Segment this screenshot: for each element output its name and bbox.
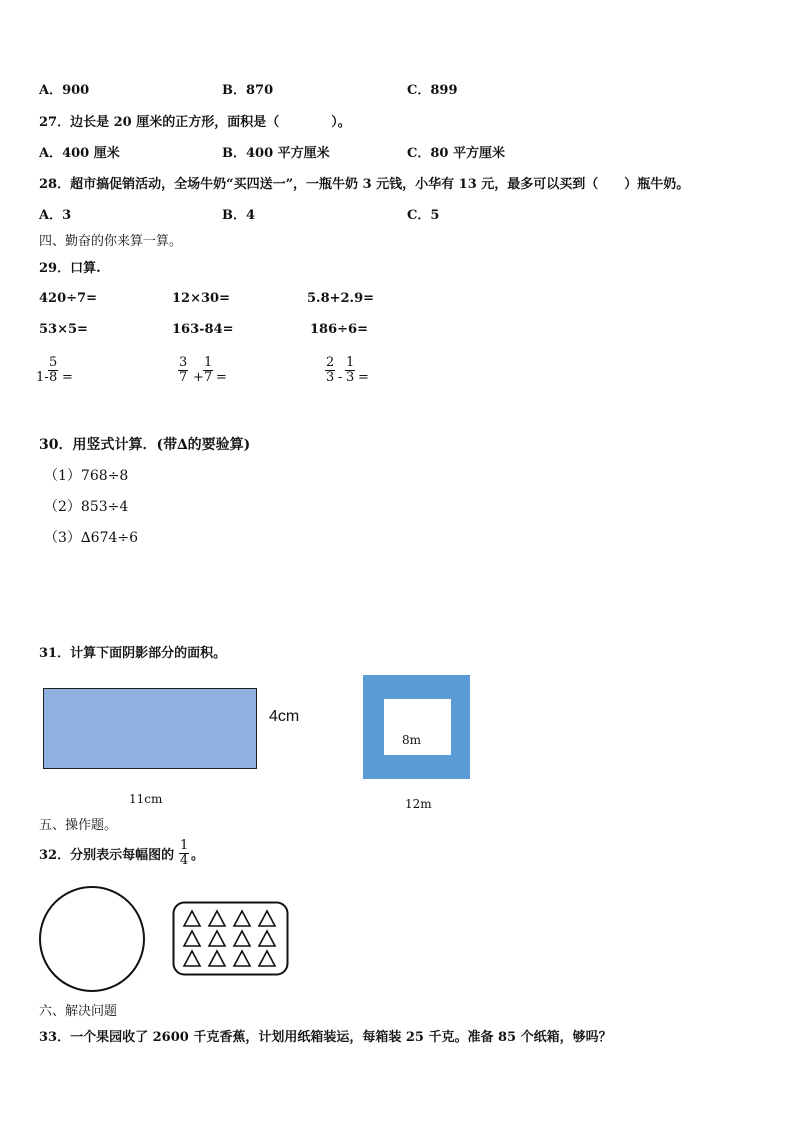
fraction-denominator: 7 [204,370,213,385]
q32-fraction [179,839,189,868]
q29-expr1-suffix: = [62,370,73,385]
q29-expr2-suffix: = [216,370,227,385]
q27-stem: 27．边长是 20 厘米的正方形，面积是（ ）。 [39,115,351,130]
q28-option-c: C．5 [407,208,440,223]
q29-r2-c3: 186÷6= [310,322,368,337]
section-6-heading: 六、解决问题 [39,1004,118,1019]
fraction-denominator: 8 [49,370,58,385]
q29-expr2-fraction-1 [178,356,188,385]
q29-expr1-prefix: 1- [36,370,49,385]
q26-option-b: B．870 [222,83,274,98]
q29-r1-c2: 12×30= [172,291,230,306]
fraction-numerator: 2 [326,355,335,370]
q29-expr3-fraction-2 [345,356,355,385]
q29-stem: 29．口算. [39,261,101,276]
q29-r2-c2: 163-84= [172,322,234,337]
q32-stem-suffix: 。 [191,848,205,863]
rect-height-label: 4cm [269,708,300,725]
fraction-numerator: 1 [346,355,355,370]
q29-expr2-fraction-2 [203,356,213,385]
square-outer-label: 12m [405,797,432,811]
q29-expr3-suffix: = [358,370,369,385]
section-5-heading: 五、操作题。 [39,818,118,833]
q29-r1-c1: 420÷7= [39,291,97,306]
q27-option-a: A．400 厘米 [39,146,120,161]
fraction-denominator: 4 [180,853,189,868]
q29-expr3-operator: - [338,370,343,385]
shaded-rectangle [43,688,257,769]
fraction-denominator: 3 [346,370,355,385]
q28-option-a: A．3 [39,208,72,223]
circle-figure [39,886,145,992]
square-inner-label: 8m [402,733,422,747]
q29-expr1-fraction [48,356,58,385]
fraction-numerator: 1 [180,838,189,853]
q29-r1-c3: 5.8+2.9= [307,291,375,306]
q30-item-1: （1）768÷8 [44,468,129,484]
q29-expr2-operator: + [193,370,204,385]
q29-r2-c1: 53×5= [39,322,88,337]
q27-option-c: C．80 平方厘米 [407,146,505,161]
fraction-denominator: 3 [326,370,335,385]
fraction-numerator: 3 [179,355,188,370]
fraction-numerator: 5 [49,355,58,370]
q28-option-b: B．4 [222,208,256,223]
triangle-grid-figure [172,901,290,977]
fraction-denominator: 7 [179,370,188,385]
q26-option-c: C．899 [407,83,458,98]
fraction-numerator: 1 [204,355,213,370]
q29-expr3-fraction-1 [325,356,335,385]
section-4-heading: 四、勤奋的你来算一算。 [39,234,183,249]
q31-stem: 31．计算下面阴影部分的面积。 [39,646,227,661]
q30-item-2: （2）853÷4 [44,499,129,515]
q30-stem: 30．用竖式计算．(带∆的要验算) [39,437,251,453]
q30-item-3: （3）∆674÷6 [44,530,139,546]
q33-stem: 33．一个果园收了 2600 千克香蕉，计划用纸箱装运，每箱装 25 千克。准备 85 个纸箱，够吗？ [39,1030,612,1045]
rect-width-label: 11cm [129,792,163,806]
q26-option-a: A．900 [39,83,90,98]
q27-option-b: B．400 平方厘米 [222,146,330,161]
q32-stem-prefix: 32．分别表示每幅图的 [39,848,175,863]
q28-stem: 28．超市搞促销活动，全场牛奶“买四送一”，一瓶牛奶 3 元钱，小华有 13 元，最多可以买到（ ）瓶牛奶。 [39,177,690,192]
